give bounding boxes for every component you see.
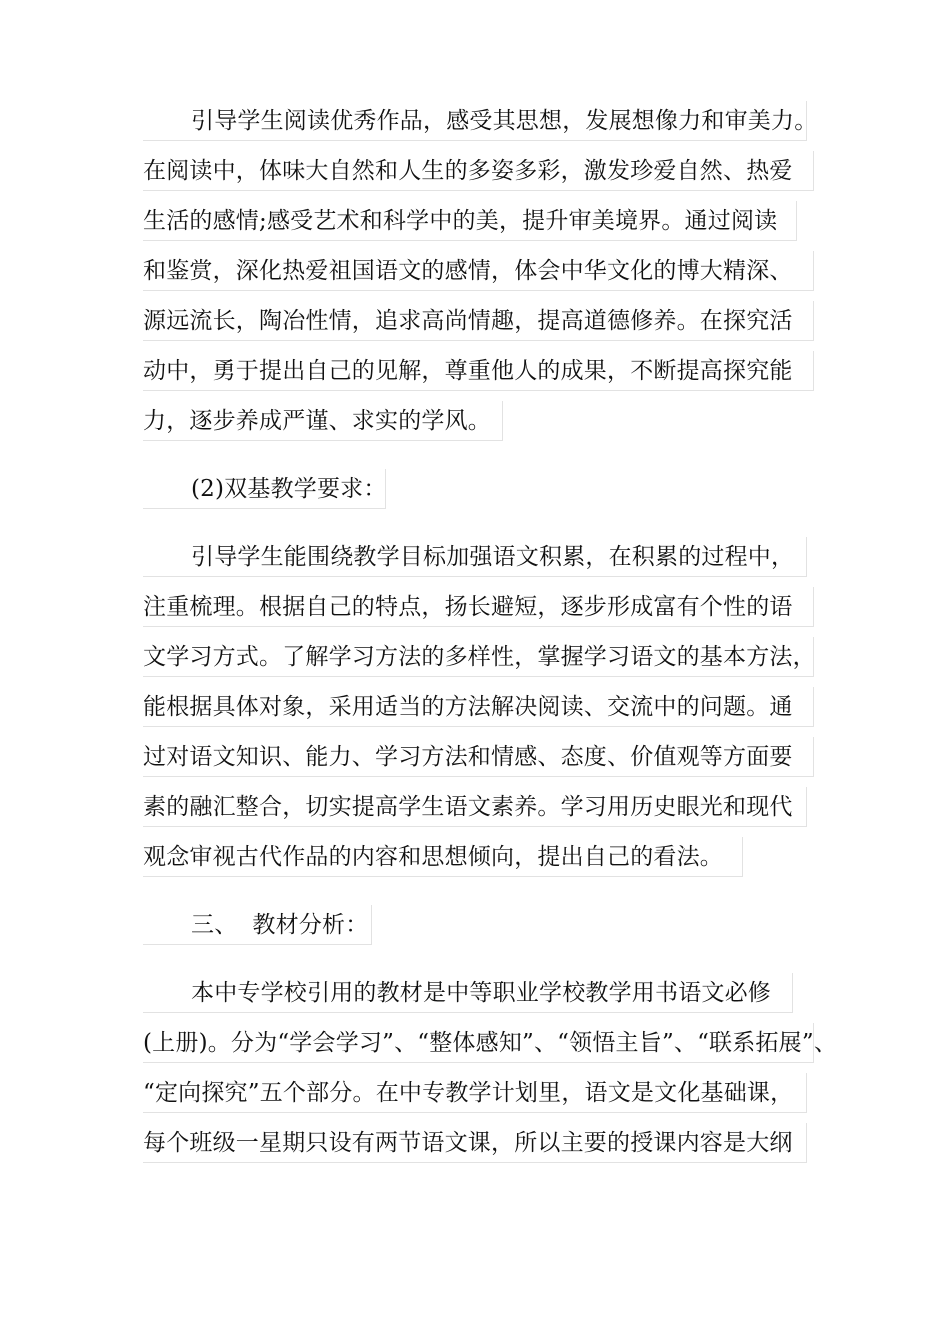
paragraph-1-line-3: 生活的感情;感受艺术和科学中的美，提升审美境界。通过阅读 [143,201,797,241]
paragraph-3-line-1: 本中专学校引用的教材是中等职业学校教学用书语文必修 [143,973,793,1013]
paragraph-1-line-5: 源远流长，陶冶性情，追求高尚情趣，提高道德修养。在探究活 [143,301,814,341]
section-heading-3: 三、 教材分析： [143,905,372,945]
paragraph-1-line-2: 在阅读中，体味大自然和人生的多姿多彩，激发珍爱自然、热爱 [143,151,814,191]
paragraph-2-line-3: 文学习方式。了解学习方法的多样性，掌握学习语文的基本方法， [143,637,814,677]
paragraph-3-line-2: (上册)。分为“学会学习”、“整体感知”、“领悟主旨”、“联系拓展”、 [143,1023,814,1063]
paragraph-2-line-5: 过对语文知识、能力、学习方法和情感、态度、价值观等方面要 [143,737,814,777]
paragraph-2-line-7: 观念审视古代作品的内容和思想倾向，提出自己的看法。 [143,837,743,877]
paragraph-1-line-7: 力，逐步养成严谨、求实的学风。 [143,401,503,441]
paragraph-1-line-1: 引导学生阅读优秀作品，感受其思想，发展想像力和审美力。 [143,101,807,141]
paragraph-1-line-4: 和鉴赏，深化热爱祖国语文的感情，体会中华文化的博大精深、 [143,251,814,291]
paragraph-3-line-3: “定向探究”五个部分。在中专教学计划里，语文是文化基础课， [143,1073,807,1113]
paragraph-3-line-4: 每个班级一星期只设有两节语文课，所以主要的授课内容是大纲 [143,1123,807,1163]
paragraph-2-line-4: 能根据具体对象，采用适当的方法解决阅读、交流中的问题。通 [143,687,814,727]
paragraph-2-line-6: 素的融汇整合，切实提高学生语文素养。学习用历史眼光和现代 [143,787,807,827]
paragraph-2-line-1: 引导学生能围绕教学目标加强语文积累，在积累的过程中， [143,537,807,577]
paragraph-2-line-2: 注重梳理。根据自己的特点，扬长避短，逐步形成富有个性的语 [143,587,814,627]
section-heading-2: (2)双基教学要求： [143,469,386,509]
paragraph-1-line-6: 动中，勇于提出自己的见解，尊重他人的成果，不断提高探究能 [143,351,814,391]
